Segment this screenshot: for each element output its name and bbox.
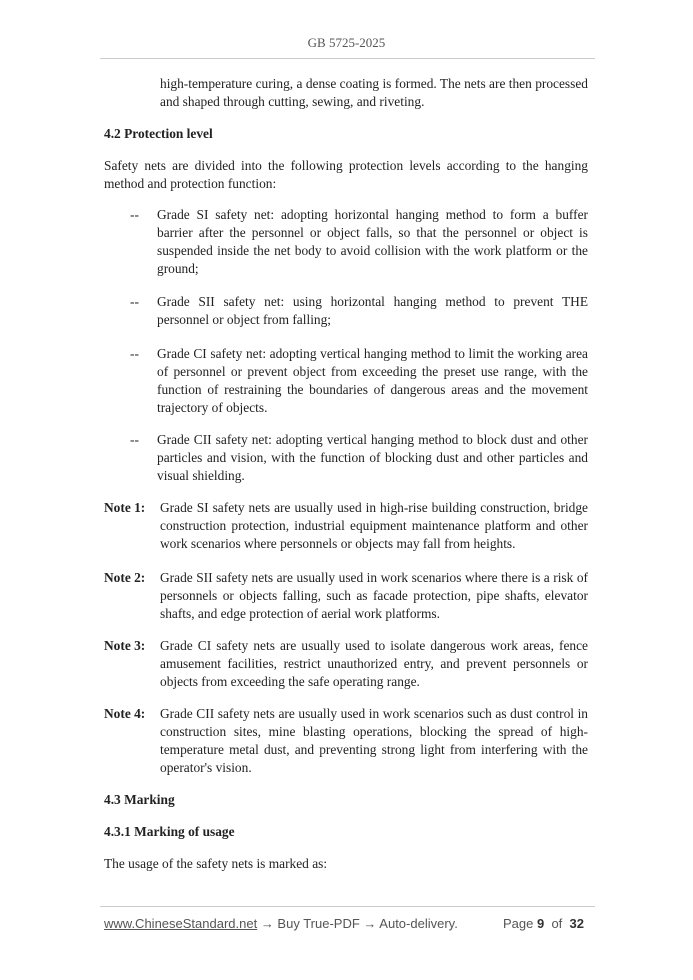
list-item-text: Grade SII safety net: using horizontal hanging method to prevent THE personnel or object from falling; bbox=[157, 294, 588, 327]
footer-divider bbox=[100, 906, 595, 907]
list-dash: -- bbox=[130, 346, 139, 361]
note-label: Note 3: bbox=[104, 638, 146, 653]
header-divider bbox=[100, 58, 595, 59]
list-item-text: Grade CII safety net: adopting vertical hanging method to block dust and other particles and vision, with the function of blocking dust and other particles and visual shielding. bbox=[157, 432, 588, 483]
page-indicator bbox=[503, 915, 584, 933]
footer bbox=[104, 915, 584, 933]
section-heading-4-3: 4.3 Marking bbox=[104, 792, 175, 807]
list-dash: -- bbox=[130, 432, 139, 447]
note-text: Grade SI safety nets are usually used in high-rise building construction, bridge construction protection, industrial equipment maintenance platform and other work scenarios where personnels or objects may fall from heights. bbox=[160, 500, 588, 551]
section-intro: Safety nets are divided into the following protection levels according to the hanging method and protection function: bbox=[104, 158, 588, 191]
note-label: Note 1: bbox=[104, 500, 146, 515]
page-number: 9 bbox=[536, 916, 545, 931]
note-label: Note 2: bbox=[104, 570, 146, 585]
note-text: Grade CII safety nets are usually used in work scenarios such as dust control in construction sites, mine blasting operations, blocking the spread of high-temperature metal dust, and preventing strong light from interfering with the operator's vision. bbox=[160, 706, 588, 775]
note-label: Note 4: bbox=[104, 706, 146, 721]
document-id-header: GB 5725-2025 bbox=[307, 35, 386, 50]
note-text: Grade SII safety nets are usually used in work scenarios where there is a risk of personnels or objects falling, such as facade protection, pipe shafts, elevator shafts, and edge protection of aerial work platforms. bbox=[160, 570, 588, 621]
continuation-paragraph: high-temperature curing, a dense coating is formed. The nets are then processed and shaped through cutting, sewing, and riveting. bbox=[160, 76, 588, 109]
footer-tagline: → Buy True-PDF → Auto-delivery. bbox=[257, 916, 458, 931]
list-item-text: Grade SI safety net: adopting horizontal hanging method to form a buffer barrier after the personnel or object falls, so that the personnel or object is suspended inside the net body to avoid collision with the work platform or the ground; bbox=[157, 207, 588, 276]
note-text: Grade CI safety nets are usually used to isolate dangerous work areas, fence amusement facilities, restrict unauthorized entry, and prevent personnels or objects from exceeding the safe operating range. bbox=[160, 638, 588, 689]
of-word: of bbox=[551, 916, 563, 931]
list-dash: -- bbox=[130, 294, 139, 309]
page-word: Page bbox=[502, 916, 534, 931]
list-item-text: Grade CI safety net: adopting vertical hanging method to limit the working area of personnel or prevent object from exceeding the preset use range, with the function of restraining the boundaries of dangerous areas and the movement trajectory of objects. bbox=[157, 346, 588, 415]
subsection-heading-4-3-1: 4.3.1 Marking of usage bbox=[104, 824, 235, 839]
website-link[interactable]: www.ChineseStandard.net bbox=[104, 916, 258, 931]
list-dash: -- bbox=[130, 207, 139, 222]
usage-paragraph: The usage of the safety nets is marked as: bbox=[104, 856, 328, 871]
page-total: 32 bbox=[569, 916, 584, 931]
section-heading-4-2: 4.2 Protection level bbox=[104, 126, 213, 141]
